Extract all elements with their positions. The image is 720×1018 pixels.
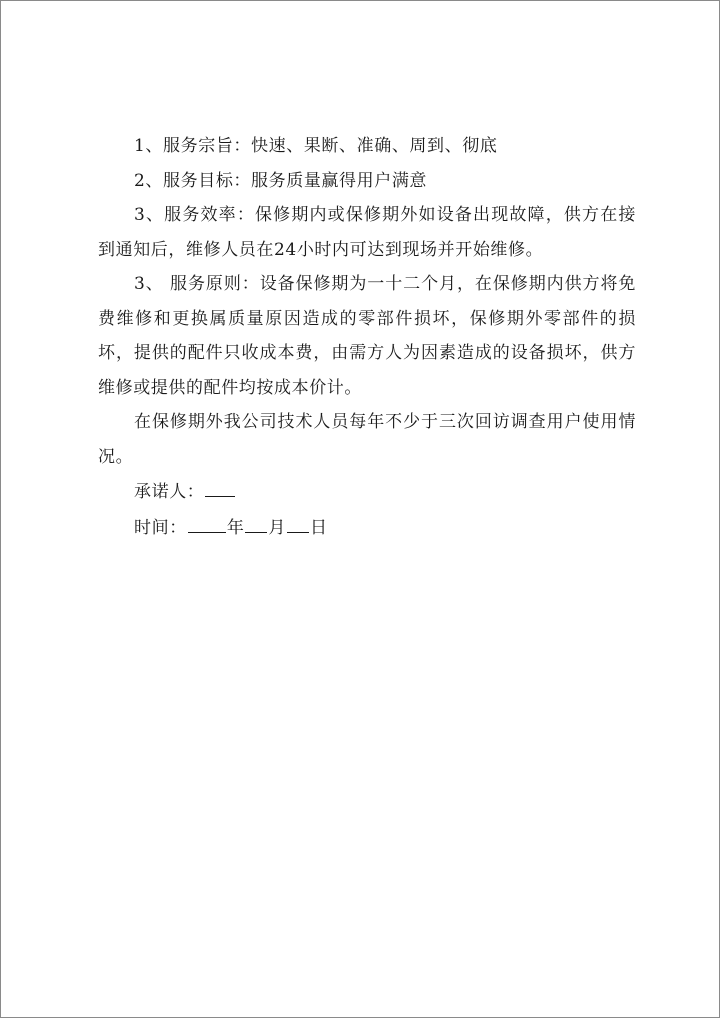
year-blank [188, 510, 226, 533]
day-blank [287, 510, 309, 533]
service-principle: 3、 服务原则：设备保修期为一十二个月，在保修期内供方将免费维修和更换属质量原因造成的零部件损坏，保修期外零部件的损坏，提供的配件只收成本费，由需方人为因素造成的设备损坏，供方维修或提供的配件均按成本价计。 [98, 274, 636, 398]
document-body [98, 129, 636, 545]
date-line [98, 510, 636, 546]
service-goal: 2、服务目标：服务质量赢得用户满意 [134, 170, 428, 191]
promisor-line [98, 474, 636, 510]
service-purpose: 1、服务宗旨：快速、果断、准确、周到、彻底 [134, 136, 498, 156]
promisor-blank [205, 474, 235, 497]
month-label: 月 [268, 517, 287, 538]
follow-up-visits: 在保修期外我公司技术人员每年不少于三次回访调查用户使用情况。 [98, 412, 636, 467]
promisor-label: 承诺人： [134, 482, 205, 502]
year-label: 年 [226, 517, 245, 538]
month-blank [245, 510, 267, 533]
service-efficiency: 3、服务效率：保修期内或保修期外如设备出现故障，供方在接到通知后，维修人员在24小时内可达到现场并开始维修。 [98, 205, 636, 260]
day-label: 日 [310, 517, 328, 538]
date-label: 时间： [134, 517, 187, 538]
